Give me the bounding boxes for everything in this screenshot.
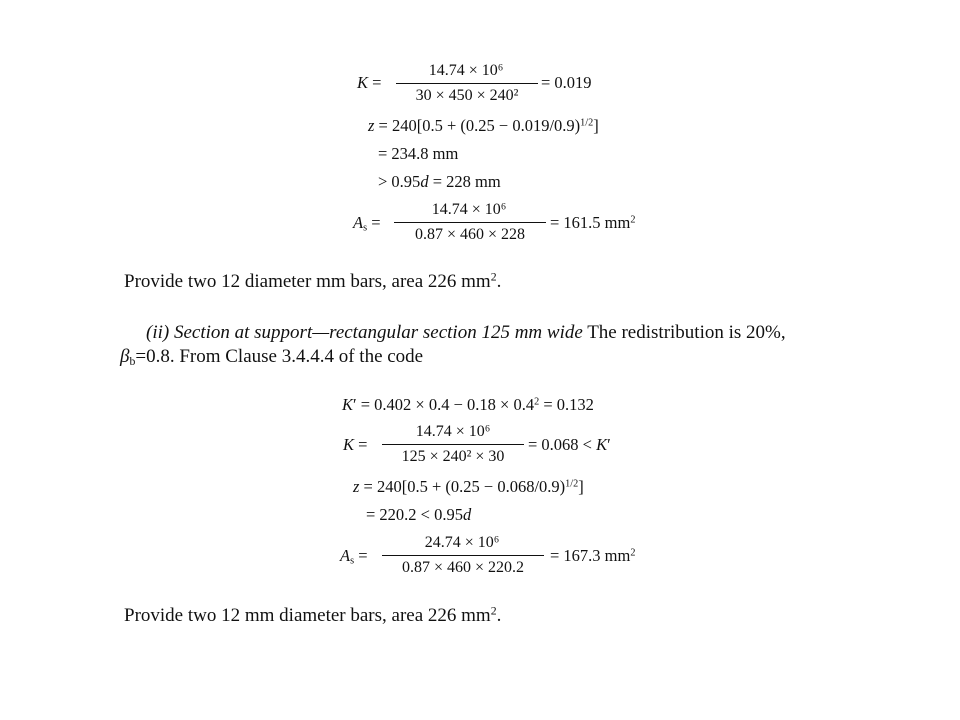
as2-numerator: 24.74 × 10⁶ xyxy=(424,534,500,551)
as-result: = 161.5 $mm^2$ xyxy=(550,213,636,232)
k-denominator: 30 × 450 × 240² xyxy=(415,87,519,104)
k2-label: K = xyxy=(343,435,368,454)
as2-label: $A_s$ = xyxy=(340,546,368,567)
as2-denominator: 0.87 × 460 × 220.2 xyxy=(401,559,525,576)
provide-bars-2: Provide two 12 mm diameter bars, area 226 $mm^2$. xyxy=(124,604,502,626)
as-denominator: 0.87 × 460 × 228 xyxy=(414,226,526,243)
k2-numerator: 14.74 × 10⁶ xyxy=(415,423,491,440)
section-heading: (ii) Section at support—rectangular section 125 mm wide The redistribution is 20%, xyxy=(146,322,786,343)
k2-fraction-bar xyxy=(382,444,524,445)
z-limit: > 0.95d = 228 mm xyxy=(378,172,501,191)
k2-result: = 0.068 < K′ xyxy=(528,435,611,454)
z-equation: $z = 240[0.5 + (0.25 - 0.019/0.9)^{1/2}]$ xyxy=(368,116,599,135)
k-fraction-bar xyxy=(396,83,538,84)
k-numerator: 14.74 × 10⁶ xyxy=(428,62,504,79)
z-value: = 234.8 mm xyxy=(378,144,459,163)
k-label: K = xyxy=(357,73,382,92)
beta-line: $\beta_b=0.8$. From Clause 3.4.4.4 of the code xyxy=(120,346,424,368)
k2-denominator: 125 × 240² × 30 xyxy=(401,448,505,465)
as2-result: = 167.3 $mm^2$ xyxy=(550,546,636,565)
as2-fraction-bar xyxy=(382,555,544,556)
provide-bars-1: Provide two 12 diameter mm bars, area 226 $mm^2$. xyxy=(124,270,502,292)
as-label: $A_s$ = xyxy=(353,213,381,234)
z2-equation: $z = 240[0.5 + (0.25 - 0.068/0.9)^{1/2}]$ xyxy=(353,477,584,496)
as-numerator: 14.74 × 10⁶ xyxy=(431,201,507,218)
z2-value: = 220.2 < 0.95d xyxy=(366,505,472,524)
k-result: = 0.019 xyxy=(541,73,592,92)
as-fraction-bar xyxy=(394,222,546,223)
kprime-equation: $K' = 0.402 \times 0.4 - 0.18 \times 0.4^2 = 0.132$ xyxy=(342,395,594,414)
